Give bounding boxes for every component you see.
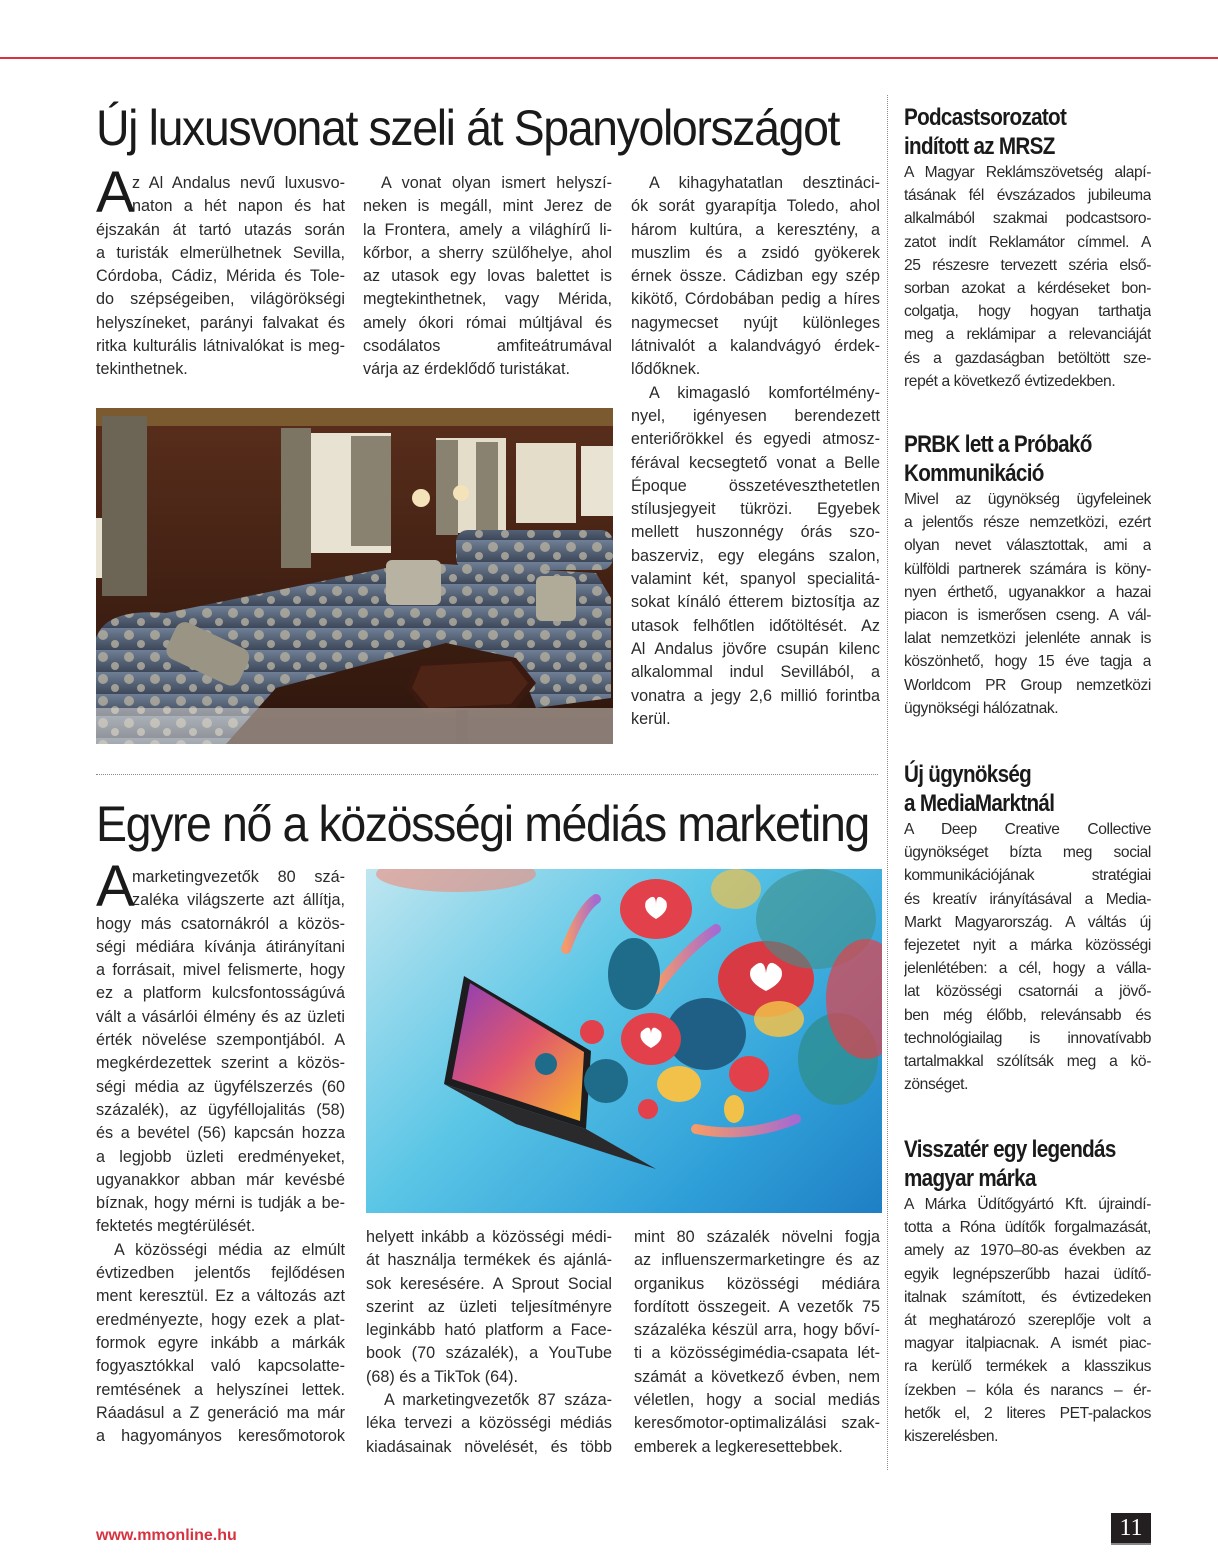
text-line: vált a vásárlói élmény és az üzleti: [96, 1007, 345, 1026]
article-1-dropcap: A: [96, 160, 135, 225]
text-line: A Márka Üdítőgyártó Kft. újraindí-: [904, 1196, 1151, 1213]
text-line: várja az érdeklődő turistákat.: [363, 360, 570, 379]
text-line: la Frontera, amely a világhírű li-: [363, 220, 612, 239]
text-line: csodálatos amfiteátrumával: [363, 337, 612, 356]
article-2-column-2: [366, 1226, 612, 1459]
text-line: fordított összegeit. A vezetők 75: [634, 1297, 880, 1316]
text-line: és kreatív irányításával a Media-: [904, 890, 1151, 908]
text-line: látnivalót a kalandvágyó érdek-: [631, 337, 880, 356]
top-red-rule: [0, 57, 1218, 59]
text-line: mint 80 százalék növelni fogja: [634, 1228, 880, 1246]
text-line: sorban azokat a kérdéseket bon-: [904, 279, 1151, 297]
sidebar-news-4-title-line-1: Visszatér egy legendás: [904, 1136, 1116, 1163]
train-interior-photo: [96, 408, 613, 744]
text-line: zatot indít Reklamátor címmel. A: [904, 233, 1151, 251]
text-line: 25 részesre tervezett széria első-: [904, 256, 1151, 274]
text-line: (68) és a TikTok (64).: [366, 1367, 519, 1386]
sidebar-news-4: [904, 1135, 1151, 1448]
text-line: utasok felhőtlen időtöltését. Az: [631, 616, 880, 635]
sidebar-news-2-title-line-2: Kommunikáció: [904, 460, 1044, 487]
text-line: italnak számított, és évtizedeken: [904, 1288, 1151, 1306]
text-line: A Deep Creative Collective: [904, 821, 1151, 838]
text-line: fejezetet nyit a márka közösségi: [904, 936, 1151, 954]
text-line: A Magyar Reklámszövetség alapí-: [904, 164, 1151, 181]
text-line: véletlen, hogy a social mediás: [634, 1391, 880, 1410]
text-line: tekinthetnek.: [96, 360, 188, 379]
text-line: az influenszermarketingre és az: [634, 1251, 880, 1270]
text-line: lat közösségi csatornái a jövő-: [904, 983, 1151, 1001]
text-line: mellett huszonnégy órás szo-: [631, 523, 880, 542]
text-line: léka tervezi a közösségi médiás: [366, 1414, 612, 1433]
text-line: sokat kínáló étterem biztosítja az: [631, 593, 880, 612]
sidebar-news-2-title-line-1: PRBK lett a Próbakő: [904, 431, 1092, 458]
column-divider: [887, 95, 888, 1470]
text-line: nyen érthető, ugyanakkor a hazai: [904, 583, 1151, 601]
text-line: naton a hét napon és hat: [132, 197, 345, 216]
text-line: ségi médiára kívánja átirányítani: [96, 937, 345, 956]
sidebar-news-4-title: [904, 1135, 1116, 1193]
sidebar-news-2-body: [904, 488, 1151, 720]
text-line: jelenlétében: a cél, hogy a válla-: [904, 960, 1151, 978]
text-line: muszlim és a zsidó gyökerek: [631, 243, 880, 262]
text-line: ez a platform kulcsfontosságúvá: [96, 984, 345, 1003]
article-2-title: Egyre nő a közösségi médiás marketing: [96, 796, 869, 852]
text-line: hogy más csatornákról a közös-: [96, 914, 345, 933]
text-line: A marketingvezetők 87 száza-: [384, 1391, 612, 1410]
website-link[interactable]: www.mmonline.hu: [96, 1527, 237, 1544]
text-line: sok keresésére. A Sprout Social: [366, 1274, 612, 1293]
text-line: magyar italpiacnak. A ismét piac-: [904, 1335, 1151, 1353]
text-line: három kultúra, a keresztény, a: [631, 220, 880, 239]
text-line: technológiailag is innovatívabb: [904, 1029, 1151, 1047]
article-2-column-3: [634, 1226, 880, 1459]
text-line: kiadásainak növelését, és több: [366, 1437, 612, 1456]
text-line: nagymecset nyújt különleges: [631, 313, 880, 332]
text-line: át meghatározó szereplője volt a: [904, 1311, 1151, 1329]
text-line: a legjobb üzleti eredményeket,: [96, 1147, 345, 1166]
sidebar-news-3-body: [904, 818, 1151, 1096]
text-line: ment keresztül. Ez a változás azt: [96, 1287, 345, 1306]
text-line: organikus közösségi médiára: [634, 1274, 880, 1293]
text-line: ók sorát gyarapítja Toledo, ahol: [631, 197, 880, 216]
text-line: olyan nevet választottak, ami a: [904, 537, 1151, 555]
text-line: Al Andalus jövőre csupán kilenc: [631, 639, 880, 658]
text-line: nyel, igényesen berendezett: [631, 406, 880, 425]
sidebar-news-1-title-line-2: indított az MRSZ: [904, 133, 1055, 160]
text-line: A kimagasló komfortélmény-: [649, 383, 880, 402]
text-line: fogyasztókkal való kapcsolatte-: [96, 1357, 345, 1376]
text-line: z Al Andalus nevű luxusvo-: [132, 174, 345, 192]
text-line: leginkább ható platform a Face-: [366, 1321, 612, 1340]
text-line: köszönhető, hogy 15 éve tagja a: [904, 653, 1151, 671]
article-2-column-1: [96, 854, 345, 1448]
text-line: ségi média az ügyfélszerzés (60: [96, 1077, 345, 1096]
text-line: zönséget.: [904, 1076, 969, 1094]
text-line: külföldi partnerek számára is köny-: [904, 560, 1151, 578]
text-line: ben még élőbb, relevánsabb és: [904, 1006, 1151, 1024]
text-line: megtekinthetnek, vagy Mérida,: [363, 290, 612, 309]
sidebar-news-3: [904, 760, 1151, 1096]
text-line: ízekben – kóla és narancs – ér-: [904, 1381, 1151, 1399]
text-line: valamint két, spanyol specialitá-: [631, 570, 880, 589]
text-line: remtésének a helyszínei lettek.: [96, 1380, 345, 1399]
text-line: Worldcom PR Group nemzetközi: [904, 676, 1151, 694]
text-line: baszerviz, egy elegáns szalon,: [631, 546, 880, 565]
text-line: totta a Róna üdítők forgalmazását,: [904, 1219, 1151, 1237]
text-line: neken is megáll, mint Jerez de: [363, 197, 612, 216]
text-line: ti a közösségimédia-csapata lét-: [634, 1344, 880, 1363]
text-line: érték növelése szempontjából. A: [96, 1031, 345, 1050]
article-1-column-1: [96, 160, 345, 382]
text-line: vonatra a jegy 2,6 millió forintba: [631, 686, 880, 705]
text-line: évtizedben jelentős fejlődésen: [96, 1264, 345, 1283]
text-line: A vonat olyan ismert helyszí-: [381, 174, 612, 192]
text-line: helyszíneket, parányi falvakat és: [96, 313, 345, 332]
text-line: százaléka készül arra, hogy bőví-: [634, 1321, 880, 1340]
text-line: tásának fél évszázados jubileuma: [904, 187, 1151, 205]
sidebar-news-3-title-line-2: a MediaMarktnál: [904, 790, 1055, 817]
sidebar-news-1-title-line-1: Podcastsorozatot: [904, 104, 1067, 131]
text-line: zaléka világszerte azt állítja,: [132, 891, 345, 910]
text-line: ritka kulturális látnivalókat is meg-: [96, 337, 345, 356]
article-1-title: Új luxusvonat szeli át Spanyolországot: [96, 100, 840, 156]
sidebar-news-1-title: [904, 103, 1116, 161]
page-number: 11: [1111, 1513, 1151, 1545]
text-line: Époque összetéveszthetetlen: [631, 476, 880, 495]
text-line: do szépségeiben, világörökségi: [96, 290, 345, 309]
sidebar-news-4-body: [904, 1193, 1151, 1448]
sidebar-news-4-title-line-2: magyar márka: [904, 1165, 1036, 1192]
text-line: százalék), az ügyféllojalitás (58): [96, 1100, 345, 1119]
text-line: megkérdezettek szerint a közös-: [96, 1054, 345, 1073]
train-interior-illustration: [96, 408, 613, 744]
text-line: kikötő, Córdobában pedig a híres: [631, 290, 880, 309]
text-line: és a bevétel (56) kapcsán hozza: [96, 1124, 345, 1143]
social-media-illustration: [366, 869, 882, 1213]
text-line: amely ókori római múltjával és: [363, 313, 612, 332]
sidebar-news-2-title: [904, 430, 1116, 488]
text-line: a hagyományos keresőmotorok: [96, 1427, 345, 1446]
text-line: book (70 százalék), a YouTube: [366, 1344, 612, 1363]
article-1-column-3: [631, 172, 880, 731]
text-line: ügynökségi hálózatnak.: [904, 699, 1059, 717]
text-line: bíznak, hogy mérni is tudják a be-: [96, 1194, 345, 1213]
text-line: kiszerelésben.: [904, 1427, 999, 1445]
text-line: és a gazdaságban betöltött sze-: [904, 349, 1151, 367]
text-line: alkalmából szakmai podcastsoro-: [904, 210, 1151, 228]
text-line: a turisták elmerülhetnek Sevilla,: [96, 243, 345, 262]
text-line: szerint az üzleti teljesítményre: [366, 1297, 612, 1316]
text-line: fektetés megtérülését.: [96, 1217, 256, 1236]
text-line: A kihagyhatatlan desztináci-: [649, 174, 880, 192]
text-line: ügynökséget bízta meg social: [904, 844, 1151, 862]
sidebar-news-1: [904, 103, 1151, 393]
text-line: repét a következő évtizedekben.: [904, 372, 1116, 390]
text-line: lalat nemzetközi jelenléte annak is: [904, 630, 1151, 648]
sidebar-news-3-title-line-1: Új ügynökség: [904, 761, 1032, 788]
text-line: át használja termékek és ajánlá-: [366, 1251, 612, 1270]
text-line: éjszakán át tartó utazás során: [96, 220, 345, 239]
article-1-column-2: [363, 172, 612, 382]
text-line: stílusjegyeit tükrözi. Egyebek: [631, 500, 880, 519]
text-line: colgatja, hogy hogyan tarthatja: [904, 303, 1151, 321]
text-line: egyik legnépszerűbb hazai üdítő-: [904, 1265, 1151, 1283]
article-divider: [96, 774, 878, 775]
text-line: ugyanakkor abban már kevésbé: [96, 1170, 345, 1189]
text-line: piacon is ismerősen cseng. A vál-: [904, 606, 1151, 624]
text-line: helyett inkább a közösségi médi-: [366, 1228, 612, 1246]
text-line: kerül.: [631, 709, 671, 728]
sidebar-news-1-body: [904, 161, 1151, 393]
text-line: a jelentős része nemzetközi, ezért: [904, 514, 1151, 532]
text-line: Markt Magyarország. A váltás új: [904, 913, 1151, 931]
text-line: ra kerülő termékek a klasszikus: [904, 1358, 1151, 1376]
text-line: a forrásait, mivel felismerte, hogy: [96, 961, 345, 980]
text-line: hetők el, 2 literes PET-palackos: [904, 1404, 1151, 1422]
text-line: az utasok egy lovas balettet is: [363, 267, 612, 286]
text-line: tartalmakkal szólítsák meg a kö-: [904, 1052, 1151, 1070]
text-line: kommunikációjának stratégiai: [904, 867, 1151, 885]
text-line: férával kecsegtető vonat a Belle: [631, 453, 880, 472]
text-line: Ráadásul a Z generáció ma már: [96, 1403, 345, 1422]
text-line: érnek össze. Cádizban egy szép: [631, 267, 880, 286]
text-line: formok egyre inkább a márkák: [96, 1333, 345, 1352]
sidebar-news-3-title: [904, 760, 1116, 818]
article-2-dropcap: A: [96, 854, 135, 919]
text-line: kőrbor, a sherry szülőhelye, ahol: [363, 243, 612, 262]
text-line: meg a reklámipar a relevanciáját: [904, 326, 1151, 344]
text-line: eredményezte, hogy ezek a plat-: [96, 1310, 345, 1329]
social-media-artwork: [366, 869, 882, 1213]
sidebar-news-2: [904, 430, 1151, 720]
text-line: enteriőrökkel és egyedi atmosz-: [631, 430, 880, 449]
text-line: marketingvezetők 80 szá-: [132, 868, 345, 886]
text-line: számát a következő évben, nem: [634, 1367, 880, 1386]
text-line: amely az 1970–80-as években az: [904, 1242, 1151, 1260]
text-line: emberek a legkeresettebbek.: [634, 1437, 843, 1456]
text-line: alkalommal indul Sevillából, a: [631, 663, 880, 682]
text-line: keresőmotor-optimalizálási szak-: [634, 1414, 880, 1433]
text-line: Córdoba, Cádiz, Mérida és Tole-: [96, 267, 345, 286]
text-line: Mivel az ügynökség ügyfeleinek: [904, 491, 1151, 508]
text-line: A közösségi média az elmúlt: [114, 1240, 345, 1259]
text-line: lődőknek.: [631, 360, 701, 379]
